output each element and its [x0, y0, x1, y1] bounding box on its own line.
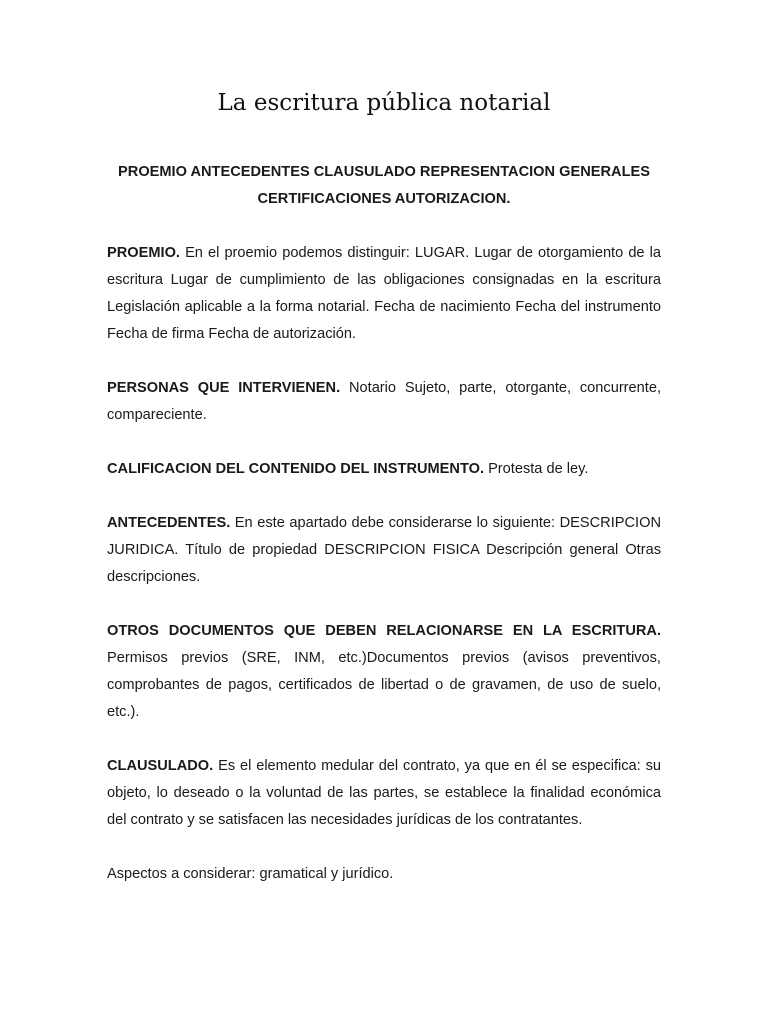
paragraph-calificacion: [107, 456, 661, 483]
paragraph-text: Es el elemento medular del contrato, ya que en él se especifica: su objeto, lo deseado o la voluntad de las partes, se establece la finalidad económica del contrato y se satisfacen las necesidades jurídicas de los contratantes.: [107, 758, 661, 828]
paragraph-otros-documentos: [107, 618, 661, 726]
section-summary-heading: [107, 159, 661, 213]
summary-line-1: PROEMIO ANTECEDENTES CLAUSULADO REPRESENTACION GENERALES: [118, 164, 650, 180]
paragraph-closing: Aspectos a considerar: gramatical y jurídico.: [107, 866, 394, 882]
paragraph-text: En este apartado debe considerarse lo siguiente: DESCRIPCION JURIDICA. Título de propiedad DESCRIPCION FISICA Descripción general Otras descripciones.: [107, 515, 661, 585]
paragraph-clausulado: [107, 753, 661, 834]
paragraph-text: En el proemio podemos distinguir: LUGAR. Lugar de otorgamiento de la escritura Lugar de cumplimiento de las obligaciones consignadas en la escritura Legislación aplicable a la forma notarial. Fecha de nacimiento Fecha del instrumento Fecha de firma Fecha de autorización.: [107, 245, 661, 342]
paragraph-label: CLAUSULADO.: [107, 758, 214, 774]
paragraph-label: CALIFICACION DEL CONTENIDO DEL INSTRUMENTO.: [107, 461, 485, 477]
paragraph-label: ANTECEDENTES.: [107, 515, 231, 531]
paragraph-label: PROEMIO.: [107, 245, 180, 261]
paragraph-personas: [107, 375, 661, 429]
paragraph-label: PERSONAS QUE INTERVIENEN.: [107, 380, 341, 396]
paragraph-text: Permisos previos (SRE, INM, etc.)Documentos previos (avisos preventivos, comprobantes de pagos, certificados de libertad o de gravamen, de uso de suelo, etc.).: [107, 650, 661, 720]
paragraph-label: OTROS DOCUMENTOS QUE DEBEN RELACIONARSE EN LA ESCRITURA.: [107, 623, 661, 639]
paragraph-proemio: [107, 240, 661, 348]
summary-line-2: CERTIFICACIONES AUTORIZACION.: [257, 191, 511, 207]
paragraph-text: Protesta de ley.: [484, 461, 589, 477]
document-body: [107, 159, 661, 888]
document-title: La escritura pública notarial: [217, 90, 551, 116]
paragraph-text: Notario Sujeto, parte, otorgante, concurrente, compareciente.: [107, 380, 662, 423]
paragraph-antecedentes: [107, 510, 661, 591]
